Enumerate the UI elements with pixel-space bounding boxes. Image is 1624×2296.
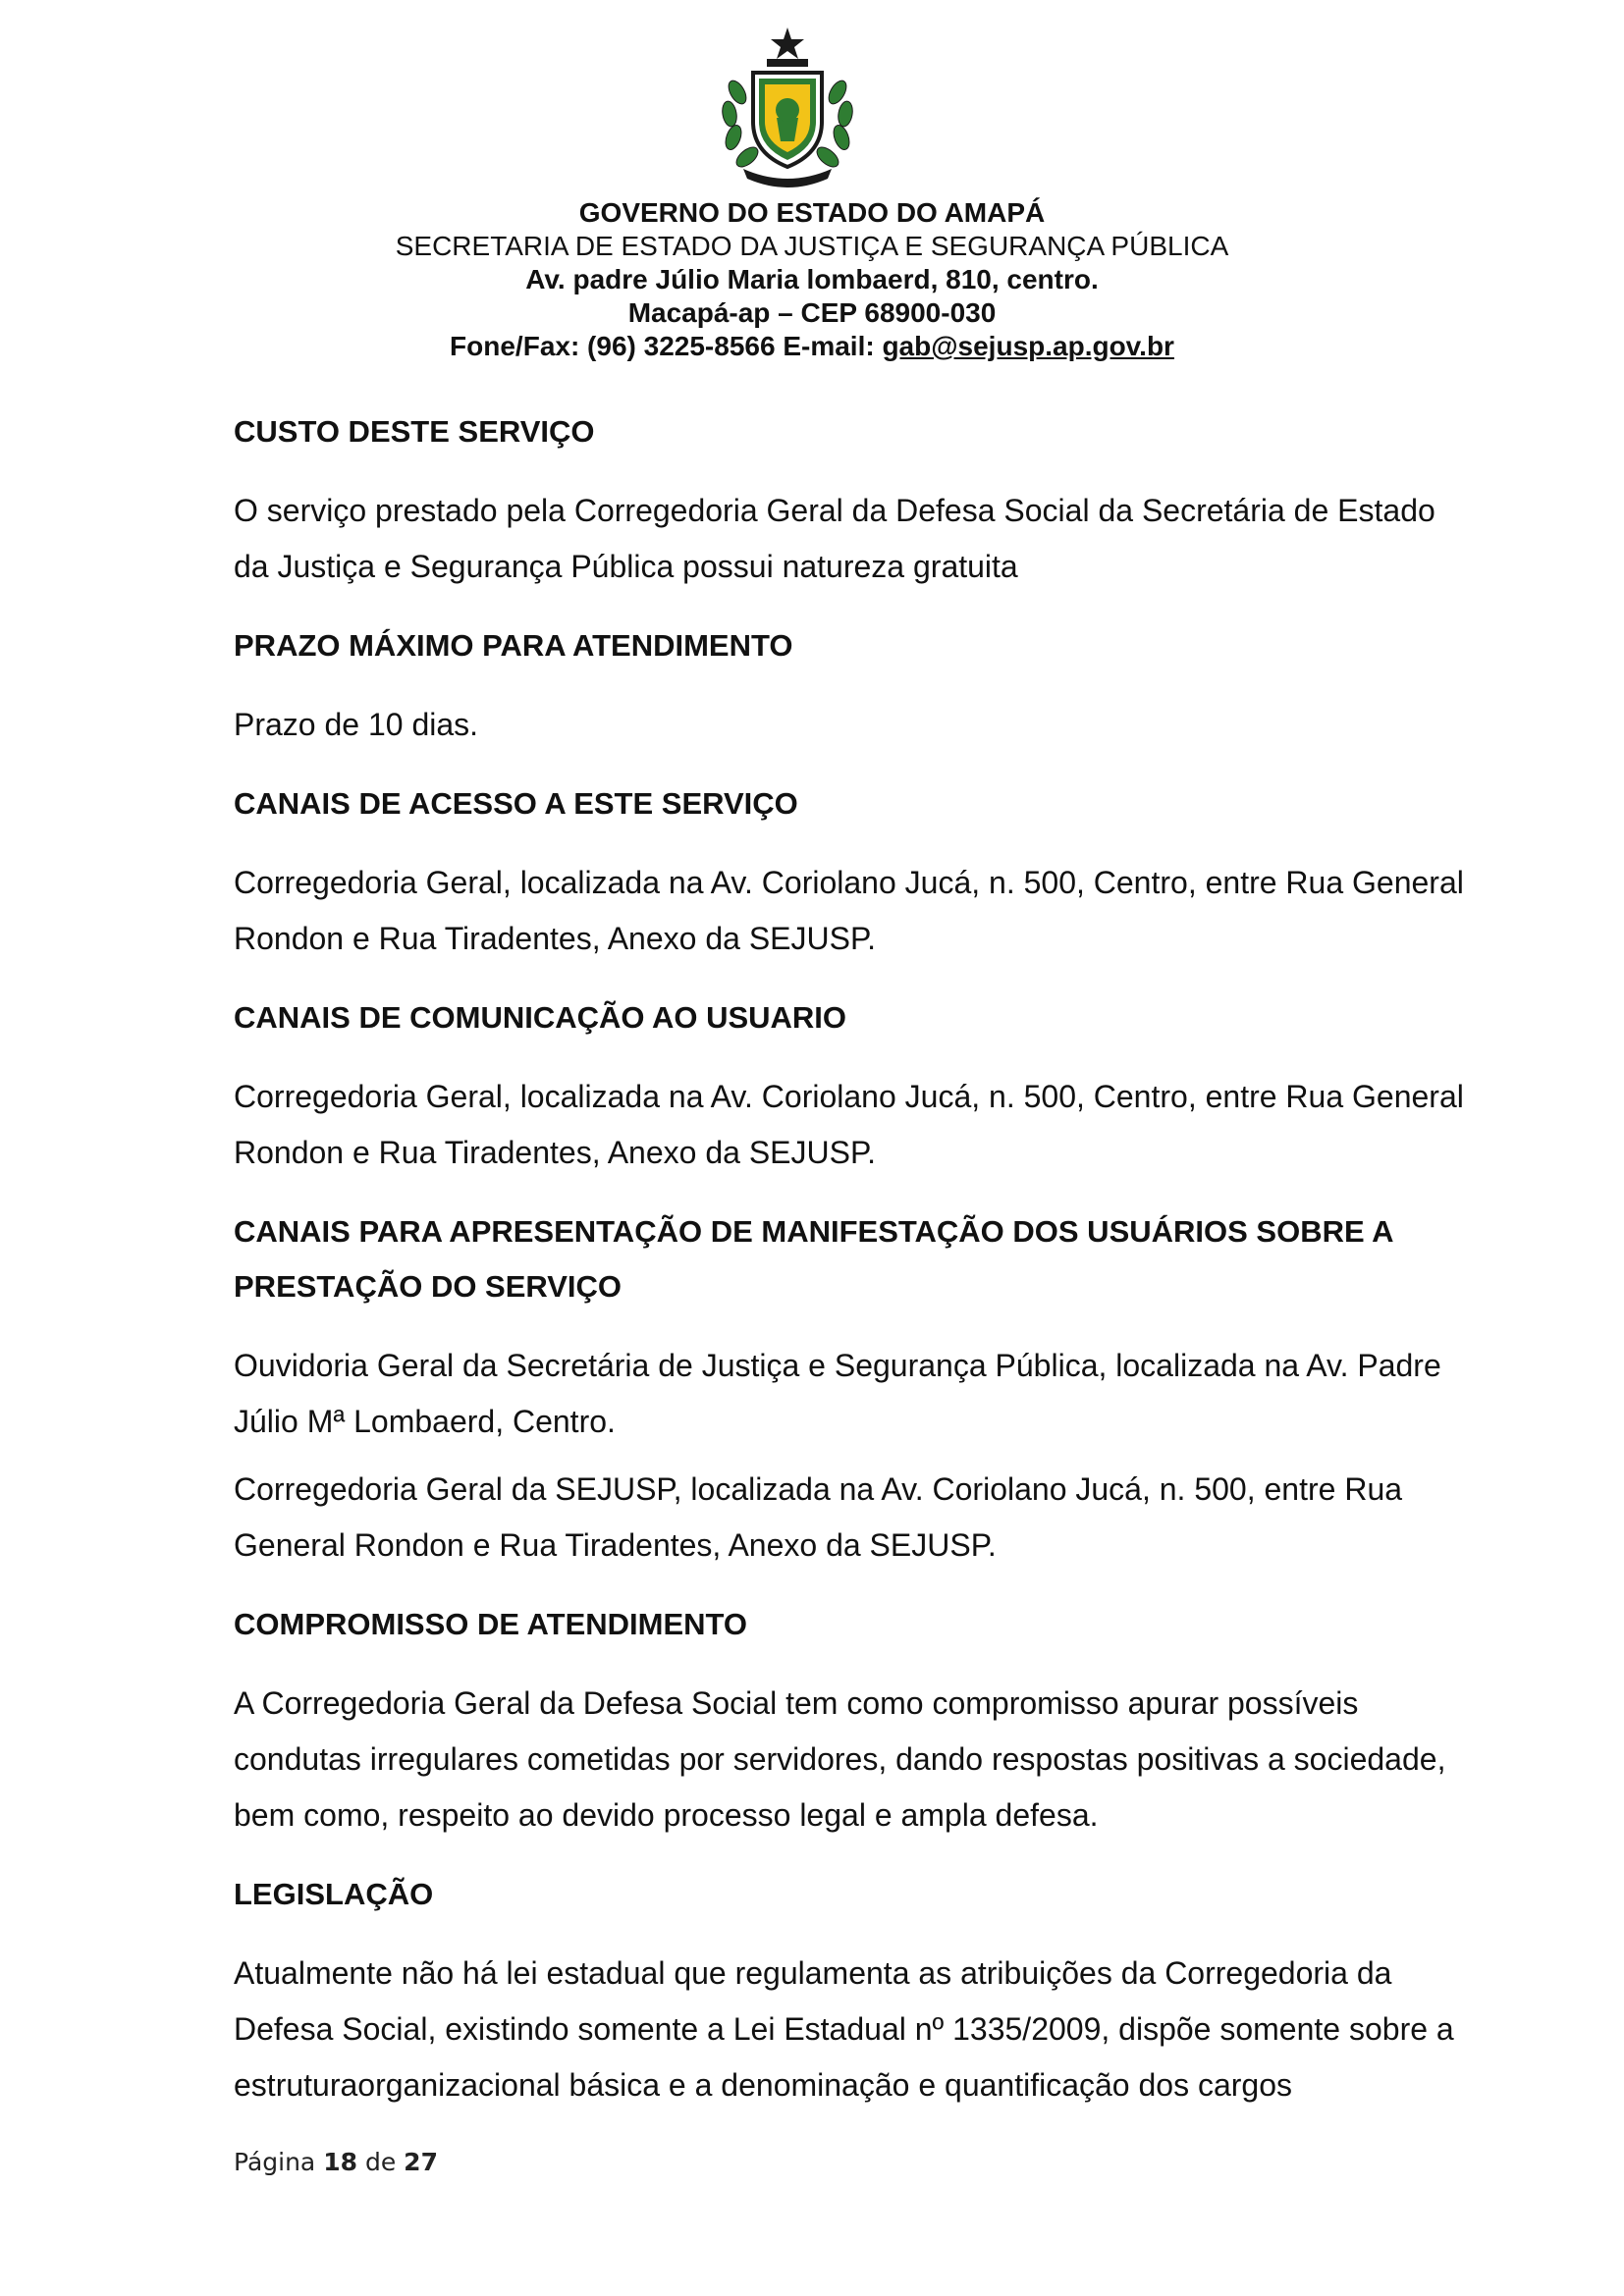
section-paragraph: Atualmente não há lei estadual que regulamenta as atribuições da Corregedoria da Defesa Social, existindo somente a Lei Estadual nº 1335/2009, dispõe somente sobre a estruturaorganizacional básica e a denominação e quantificação dos cargos [234,1955,1454,2103]
section-heading-canais-manifestacao: CANAIS PARA APRESENTAÇÃO DE MANIFESTAÇÃO DOS USUÁRIOS SOBRE A PRESTAÇÃO DO SERVIÇO [234,1214,1393,1304]
contact-line [0,330,1624,363]
section-heading-custo: CUSTO DESTE SERVIÇO [234,414,595,449]
city-cep-line: Macapá-ap – CEP 68900-030 [627,297,997,328]
page-number [234,2148,438,2176]
state-coat-of-arms-logo [704,24,871,190]
page-total: 27 [404,2148,438,2176]
section-heading-legislacao: LEGISLAÇÃO [234,1877,434,1911]
section-paragraph: O serviço prestado pela Corregedoria Geral da Defesa Social da Secretária de Estado da Justiça e Segurança Pública possui natureza gratuita [234,493,1435,584]
section-heading-prazo: PRAZO MÁXIMO PARA ATENDIMENTO [234,628,793,663]
section-paragraph: Corregedoria Geral, localizada na Av. Coriolano Jucá, n. 500, Centro, entre Rua General Rondon e Rua Tiradentes, Anexo da SEJUSP. [234,1079,1464,1170]
page-word: Página [234,2148,316,2176]
secretariat-name: SECRETARIA DE ESTADO DA JUSTIÇA E SEGURANÇA PÚBLICA [395,231,1229,261]
page-current: 18 [323,2148,358,2176]
section-heading-canais-comunicacao: CANAIS DE COMUNICAÇÃO AO USUARIO [234,1000,847,1035]
section-paragraph: Prazo de 10 dias. [234,707,479,742]
section-heading-canais-acesso: CANAIS DE ACESSO A ESTE SERVIÇO [234,786,798,821]
email-link[interactable]: gab@sejusp.ap.gov.br [882,331,1174,361]
document-body [234,404,1471,2137]
phone-fax-text: Fone/Fax: (96) 3225-8566 E-mail: [450,331,883,361]
section-paragraph: Ouvidoria Geral da Secretária de Justiça e Segurança Pública, localizada na Av. Padre Júlio Mª Lombaerd, Centro. [234,1348,1441,1439]
letterhead [0,196,1624,363]
page-of-word: de [364,2148,397,2176]
address-line: Av. padre Júlio Maria lombaerd, 810, centro. [525,264,1099,294]
government-name: GOVERNO DO ESTADO DO AMAPÁ [578,197,1046,228]
section-paragraph: Corregedoria Geral, localizada na Av. Coriolano Jucá, n. 500, Centro, entre Rua General Rondon e Rua Tiradentes, Anexo da SEJUSP. [234,865,1464,956]
section-heading-compromisso: COMPROMISSO DE ATENDIMENTO [234,1607,748,1641]
section-paragraph: A Corregedoria Geral da Defesa Social tem como compromisso apurar possíveis condutas irregulares cometidas por servidores, dando respostas positivas a sociedade, bem como, respeito ao devido processo legal e ampla defesa. [234,1685,1446,1833]
section-paragraph: Corregedoria Geral da SEJUSP, localizada na Av. Coriolano Jucá, n. 500, entre Rua General Rondon e Rua Tiradentes, Anexo da SEJUSP. [234,1471,1403,1563]
